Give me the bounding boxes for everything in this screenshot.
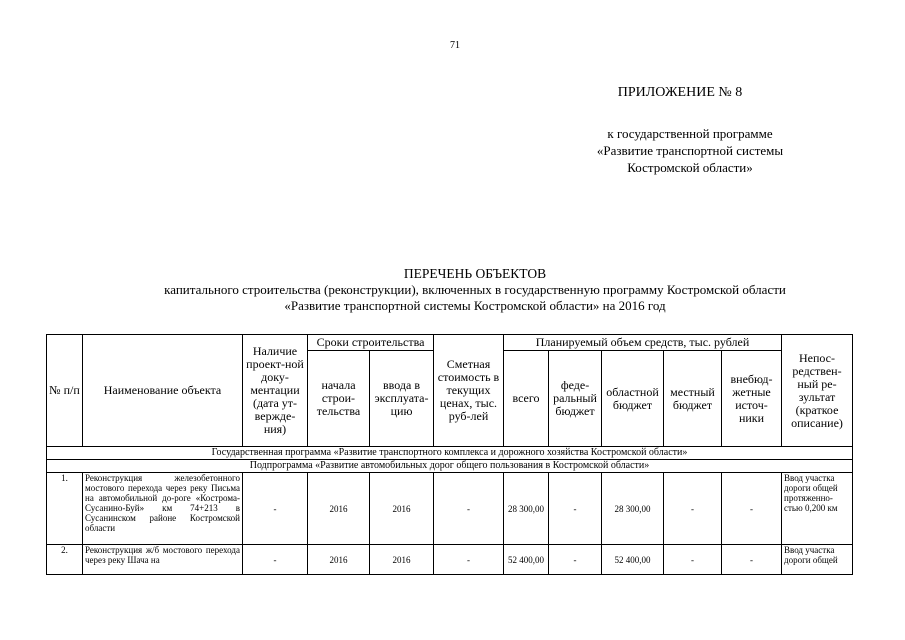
table-row (47, 473, 853, 545)
title-main: ПЕРЕЧЕНЬ ОБЪЕКТОВ (403, 266, 547, 281)
program-row: Государственная программа «Развитие транспортного комплекса и дорожного хозяйства Костромской области» (47, 447, 853, 460)
header-start: начала строи-тельства (308, 351, 370, 447)
appendix-line-1: к государственной программе (607, 126, 773, 141)
row-name: Реконструкция железобетонного мостового перехода через реку Письма на автомобильной до-роге «Кострома-Сусанино-Буй» км 74+213 в Сусанинском районе Костромской области (83, 473, 243, 545)
row-extra: - (722, 473, 782, 545)
row-local: - (664, 545, 722, 575)
header-name: Наименование объекта (83, 335, 243, 447)
header-num: № п/п (47, 335, 83, 447)
header-terms: Сроки строительства (308, 335, 434, 351)
header-total: всего (504, 351, 549, 447)
header-local: местный бюджет (664, 351, 722, 447)
title-line-3: «Развитие транспортной системы Костромской области» на 2016 год (284, 298, 666, 313)
page-number: 71 (450, 40, 460, 51)
row-extra: - (722, 545, 782, 575)
row-start: 2016 (308, 545, 370, 575)
appendix-reference (560, 125, 820, 176)
appendix-line-3: Костромской области» (627, 160, 753, 175)
row-total: 52 400,00 (504, 545, 549, 575)
appendix-heading: ПРИЛОЖЕНИЕ № 8 (617, 85, 743, 100)
row-total: 28 300,00 (504, 473, 549, 545)
document-title (60, 266, 890, 314)
row-estimate: - (434, 473, 504, 545)
row-result: Ввод участка дороги общей (782, 545, 853, 575)
appendix-line-2: «Развитие транспортной системы (596, 143, 784, 158)
row-estimate: - (434, 545, 504, 575)
header-estimate: Сметная стоимость в текущих ценах, тыс. руб-лей (434, 335, 504, 447)
header-planned: Планируемый объем средств, тыс. рублей (504, 335, 782, 351)
objects-table (46, 334, 853, 575)
header-commission: ввода в эксплуата-цию (370, 351, 434, 447)
subprogram-row: Подпрограмма «Развитие автомобильных дорог общего пользования в Костромской области» (47, 460, 853, 473)
header-docs: Наличие проект-ной доку-ментации (дата ут-вержде-ния) (243, 335, 308, 447)
header-federal: феде-ральный бюджет (549, 351, 602, 447)
row-num: 2. (47, 545, 83, 575)
row-start: 2016 (308, 473, 370, 545)
row-federal: - (549, 473, 602, 545)
row-docs: - (243, 545, 308, 575)
row-num: 1. (47, 473, 83, 545)
title-line-2: капитального строительства (реконструкции), включенных в государственную программу Костромской области (164, 282, 786, 297)
row-regional: 28 300,00 (602, 473, 664, 545)
row-name: Реконструкция ж/б мостового перехода через реку Шача на (83, 545, 243, 575)
header-result: Непос-редствен-ный ре-зультат (краткое описание) (782, 335, 853, 447)
row-commission: 2016 (370, 545, 434, 575)
row-result: Ввод участка дороги общей протяженно-стью 0,200 км (782, 473, 853, 545)
table-row (47, 545, 853, 575)
row-commission: 2016 (370, 473, 434, 545)
row-local: - (664, 473, 722, 545)
row-regional: 52 400,00 (602, 545, 664, 575)
row-docs: - (243, 473, 308, 545)
row-federal: - (549, 545, 602, 575)
header-regional: областной бюджет (602, 351, 664, 447)
header-extra: внебюд-жетные источ-ники (722, 351, 782, 447)
